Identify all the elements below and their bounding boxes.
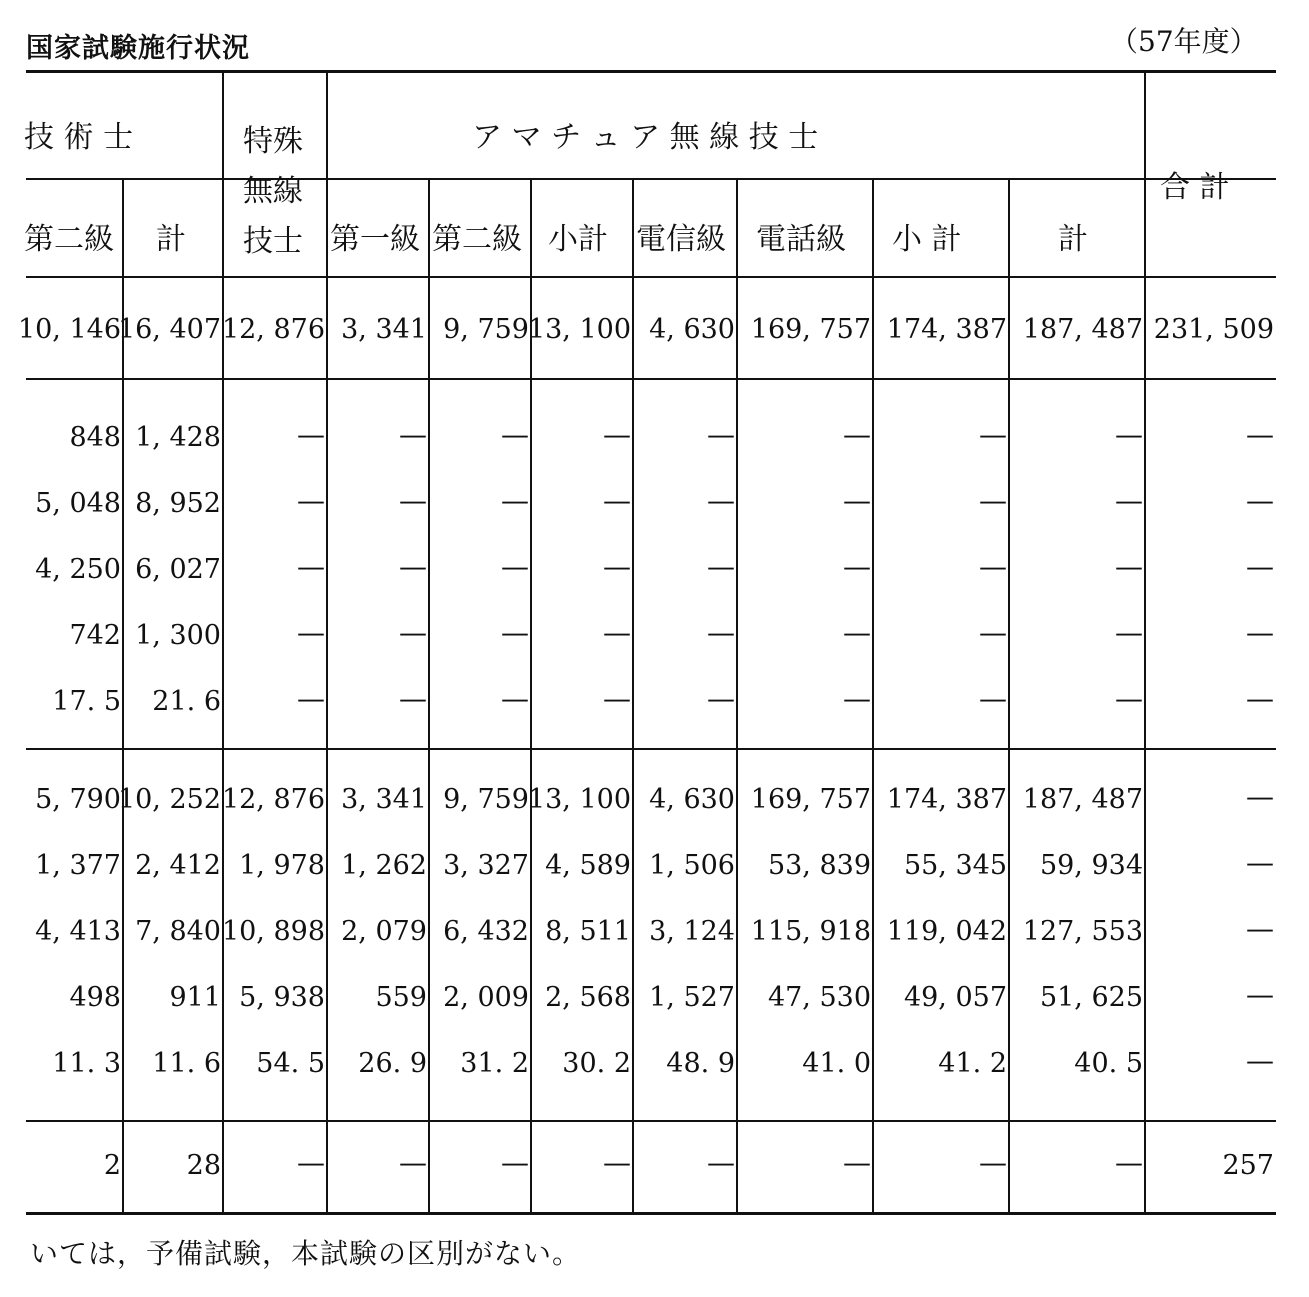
table-cell: 2, 412 [135,850,221,881]
empty-dash: — [1246,912,1274,945]
empty-dash: — [1115,418,1143,451]
table-cell: 169, 757 [750,784,871,815]
table-cell: 1, 506 [649,850,735,881]
table-cell: 7, 840 [135,916,221,947]
empty-dash: — [603,550,631,583]
table-cell: 187, 487 [1022,314,1143,345]
empty-dash: — [1246,780,1274,813]
table-cell: 498 [69,982,121,1013]
table-cell: 10, 146 [17,314,121,345]
subheader-kei-amateur: 計 [1058,222,1088,257]
empty-dash: — [1246,550,1274,583]
empty-dash: — [399,682,427,715]
empty-dash: — [1115,616,1143,649]
table-cell: 187, 487 [1022,784,1143,815]
table-cell: 40. 5 [1074,1048,1143,1079]
table-cell: 169, 757 [750,314,871,345]
table-cell: 1, 377 [35,850,121,881]
table-cell: 31. 2 [460,1048,529,1079]
table-cell: 1, 978 [239,850,325,881]
empty-dash: — [707,418,735,451]
col-divider [326,72,328,1212]
group-rule-3 [26,1120,1276,1122]
empty-dash: — [979,616,1007,649]
table-cell: 51, 625 [1039,982,1143,1013]
table-cell: 848 [69,422,121,453]
col-divider [736,180,738,1212]
empty-dash: — [707,616,735,649]
empty-dash: — [1246,846,1274,879]
empty-dash: — [501,550,529,583]
empty-dash: — [979,418,1007,451]
table-cell: 3, 124 [649,916,735,947]
empty-dash: — [399,418,427,451]
table-cell: 2, 568 [545,982,631,1013]
empty-dash: — [603,1146,631,1179]
table-cell: 11. 3 [52,1048,121,1079]
empty-dash: — [297,550,325,583]
table-cell: 119, 042 [886,916,1007,947]
subheader-dai2kyu-amateur: 第二級 [432,222,522,257]
empty-dash: — [843,484,871,517]
empty-dash: — [843,1146,871,1179]
table-cell: 12, 876 [221,314,325,345]
col-divider [872,180,874,1212]
table-cell: 2 [103,1150,121,1181]
table-cell: 8, 511 [545,916,631,947]
table-cell: 10, 252 [117,784,221,815]
empty-dash: — [501,682,529,715]
header-tokushu-3: 技士 [243,224,303,259]
subheader-denwakyu: 電話級 [756,222,846,257]
table-cell: 26. 9 [358,1048,427,1079]
table-cell: 41. 0 [802,1048,871,1079]
empty-dash: — [1246,682,1274,715]
table-cell: 16, 407 [117,314,221,345]
subheader-shokei-2: 小 計 [892,222,962,257]
empty-dash: — [1246,1044,1274,1077]
table-cell: 5, 048 [35,488,121,519]
empty-dash: — [399,550,427,583]
table-cell: 4, 250 [35,554,121,585]
table-cell: 55, 345 [903,850,1007,881]
page-title: 国家試験施行状況 [26,33,250,64]
empty-dash: — [707,1146,735,1179]
empty-dash: — [1246,978,1274,1011]
table-cell: 3, 341 [341,784,427,815]
table-cell: 4, 413 [35,916,121,947]
table-cell: 13, 100 [527,314,631,345]
table-cell: 174, 387 [886,784,1007,815]
table-cell: 28 [186,1150,221,1181]
table-cell: 231, 509 [1153,314,1274,345]
empty-dash: — [1115,682,1143,715]
subheader-shokei: 小計 [548,222,608,257]
table-cell: 174, 387 [886,314,1007,345]
empty-dash: — [501,616,529,649]
empty-dash: — [603,682,631,715]
empty-dash: — [1246,484,1274,517]
table-cell: 59, 934 [1039,850,1143,881]
table-cell: 12, 876 [221,784,325,815]
table-cell: 911 [169,982,221,1013]
table-cell: 115, 918 [750,916,871,947]
empty-dash: — [501,1146,529,1179]
empty-dash: — [843,418,871,451]
empty-dash: — [399,484,427,517]
table-cell: 6, 027 [135,554,221,585]
bottom-rule [26,1212,1276,1215]
empty-dash: — [501,484,529,517]
table-cell: 49, 057 [903,982,1007,1013]
empty-dash: — [501,418,529,451]
table-cell: 30. 2 [562,1048,631,1079]
empty-dash: — [1115,1146,1143,1179]
table-cell: 9, 759 [443,314,529,345]
table-cell: 41. 2 [938,1048,1007,1079]
header-bottom-rule [26,276,1276,278]
table-cell: 1, 527 [649,982,735,1013]
table-cell: 8, 952 [135,488,221,519]
table-cell: 5, 938 [239,982,325,1013]
empty-dash: — [979,484,1007,517]
empty-dash: — [707,484,735,517]
col-divider [222,72,224,1212]
year-label: （57年度） [1110,25,1258,58]
subheader-denshinkyu: 電信級 [636,222,726,257]
table-cell: 257 [1222,1150,1274,1181]
empty-dash: — [1115,550,1143,583]
empty-dash: — [603,484,631,517]
col-divider [428,180,430,1212]
table-cell: 48. 9 [666,1048,735,1079]
table-cell: 4, 630 [649,784,735,815]
table-cell: 1, 428 [135,422,221,453]
empty-dash: — [843,550,871,583]
header-tokushu-1: 特殊 [243,124,303,159]
col-divider [1144,72,1146,1212]
empty-dash: — [707,682,735,715]
empty-dash: — [603,616,631,649]
table-cell: 21. 6 [152,686,221,717]
group-rule-2 [26,748,1276,750]
header-gijutsushi: 技 術 士 [24,120,134,155]
subheader-dai1kyu: 第一級 [330,222,420,257]
table-cell: 4, 630 [649,314,735,345]
empty-dash: — [297,682,325,715]
empty-dash: — [1246,418,1274,451]
table-cell: 127, 553 [1022,916,1143,947]
empty-dash: — [979,682,1007,715]
empty-dash: — [399,1146,427,1179]
header-subrule [26,178,1276,180]
table-cell: 5, 790 [35,784,121,815]
table-cell: 13, 100 [527,784,631,815]
empty-dash: — [843,682,871,715]
table-cell: 559 [375,982,427,1013]
table-cell: 47, 530 [767,982,871,1013]
table-cell: 4, 589 [545,850,631,881]
table-cell: 53, 839 [767,850,871,881]
table-cell: 2, 009 [443,982,529,1013]
empty-dash: — [297,418,325,451]
table-cell: 10, 898 [221,916,325,947]
table-cell: 1, 262 [341,850,427,881]
table-cell: 3, 327 [443,850,529,881]
empty-dash: — [1115,484,1143,517]
table-cell: 3, 341 [341,314,427,345]
header-amateur: ア マ チ ュ ア 無 線 技 士 [472,120,819,155]
col-divider [632,180,634,1212]
empty-dash: — [603,418,631,451]
header-tokushu-2: 無線 [243,174,303,209]
header-total: 合 計 [1160,170,1230,205]
group-rule-1 [26,378,1276,380]
table-cell: 54. 5 [256,1048,325,1079]
table-cell: 17. 5 [52,686,121,717]
empty-dash: — [707,550,735,583]
table-cell: 742 [69,620,121,651]
table-cell: 9, 759 [443,784,529,815]
empty-dash: — [979,550,1007,583]
empty-dash: — [297,1146,325,1179]
empty-dash: — [399,616,427,649]
empty-dash: — [297,616,325,649]
table-cell: 2, 079 [341,916,427,947]
footnote: いては，予備試験，本試験の区別がない。 [30,1237,582,1270]
table-cell: 11. 6 [152,1048,221,1079]
table-cell: 6, 432 [443,916,529,947]
empty-dash: — [297,484,325,517]
top-rule [26,70,1276,73]
subheader-kei: 計 [156,222,186,257]
subheader-dai2kyu: 第二級 [24,222,114,257]
empty-dash: — [843,616,871,649]
col-divider [1008,180,1010,1212]
table-cell: 1, 300 [135,620,221,651]
empty-dash: — [979,1146,1007,1179]
empty-dash: — [1246,616,1274,649]
